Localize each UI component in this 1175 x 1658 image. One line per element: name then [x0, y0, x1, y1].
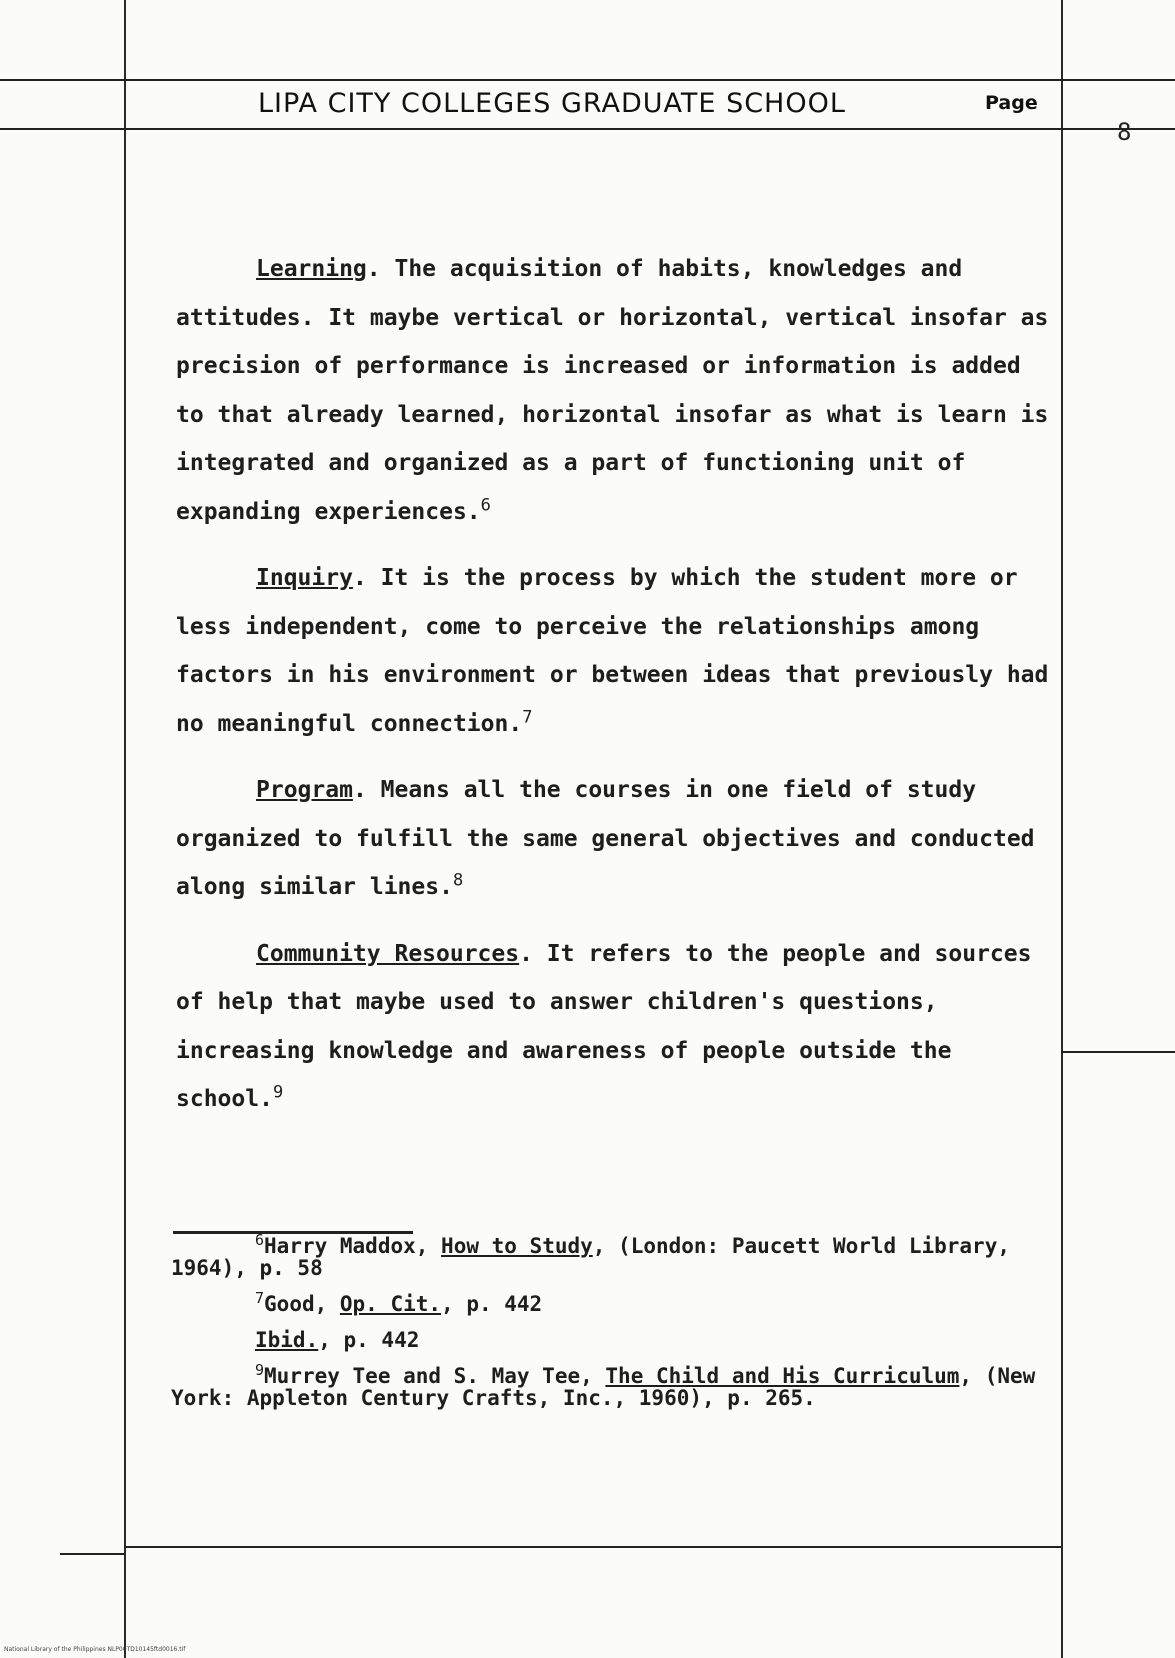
- page-label: Page: [985, 92, 1038, 114]
- right-margin-line: [1061, 0, 1063, 1658]
- footnote-ref-8: 8: [452, 870, 464, 891]
- footnote-ref-7: 7: [522, 706, 533, 727]
- term-inquiry: Inquiry: [256, 565, 353, 591]
- term-learning: Learning: [256, 256, 367, 282]
- footnotes: [171, 1231, 1051, 1423]
- paragraph-program: Program. Means all the courses in one field of study organized to fulfill the same general objectives and conducted along similar lines.$^8$: [176, 777, 1035, 900]
- footnote-ref-6: 6: [480, 494, 491, 515]
- footnote-6: $^6$Harry Maddox, How to Study, (London: Paucett World Library, 1964), p. 58: [171, 1231, 1010, 1280]
- footnote-ref-9: 9: [272, 1082, 284, 1103]
- left-margin-line: [124, 0, 126, 1658]
- page-number: 8: [1117, 118, 1132, 146]
- bottom-rule: [124, 1546, 1061, 1548]
- header-bottom-rule: [0, 128, 1175, 130]
- term-program: Program: [256, 777, 353, 803]
- header-top-rule: [0, 79, 1175, 81]
- paragraph-community-resources: Community Resources. It refers to the people and sources of help that maybe used to answer children's questions, increasing knowledge and awareness of people outside the school.$^9$: [176, 940, 1032, 1112]
- scan-credit: National Library of the Philippines NLP00TD10145ftd0016.tif: [4, 1646, 186, 1653]
- footnote-9: $^9$Murrey Tee and S. May Tee, The Child and His Curriculum, (New York: Appleton Century Crafts, Inc., 1960), p. 265.: [171, 1361, 1036, 1410]
- body-text: [176, 245, 1056, 1142]
- bottom-left-rule: [60, 1553, 124, 1555]
- footnote-8: Ibid., p. 442: [255, 1328, 420, 1352]
- page-header-title: LIPA CITY COLLEGES GRADUATE SCHOOL: [258, 88, 846, 119]
- paragraph-learning: Learning. The acquisition of habits, knowledges and attitudes. It maybe vertical or horizontal, vertical insofar as precision of performance is increased or information is added to that already learned, horizontal insofar as what is learn is integrated and organized as a part of functioning unit of expanding experiences.$^6$: [176, 256, 1049, 525]
- footnote-7: $^7$Good, Op. Cit., p. 442: [255, 1289, 543, 1316]
- right-side-rule: [1061, 1051, 1175, 1053]
- paragraph-inquiry: Inquiry. It is the process by which the student more or less independent, come to perceive the relationships among factors in his environment or between ideas that previously had no meaningful connection.$^7$: [176, 565, 1049, 737]
- term-community-resources: Community Resources: [256, 940, 520, 967]
